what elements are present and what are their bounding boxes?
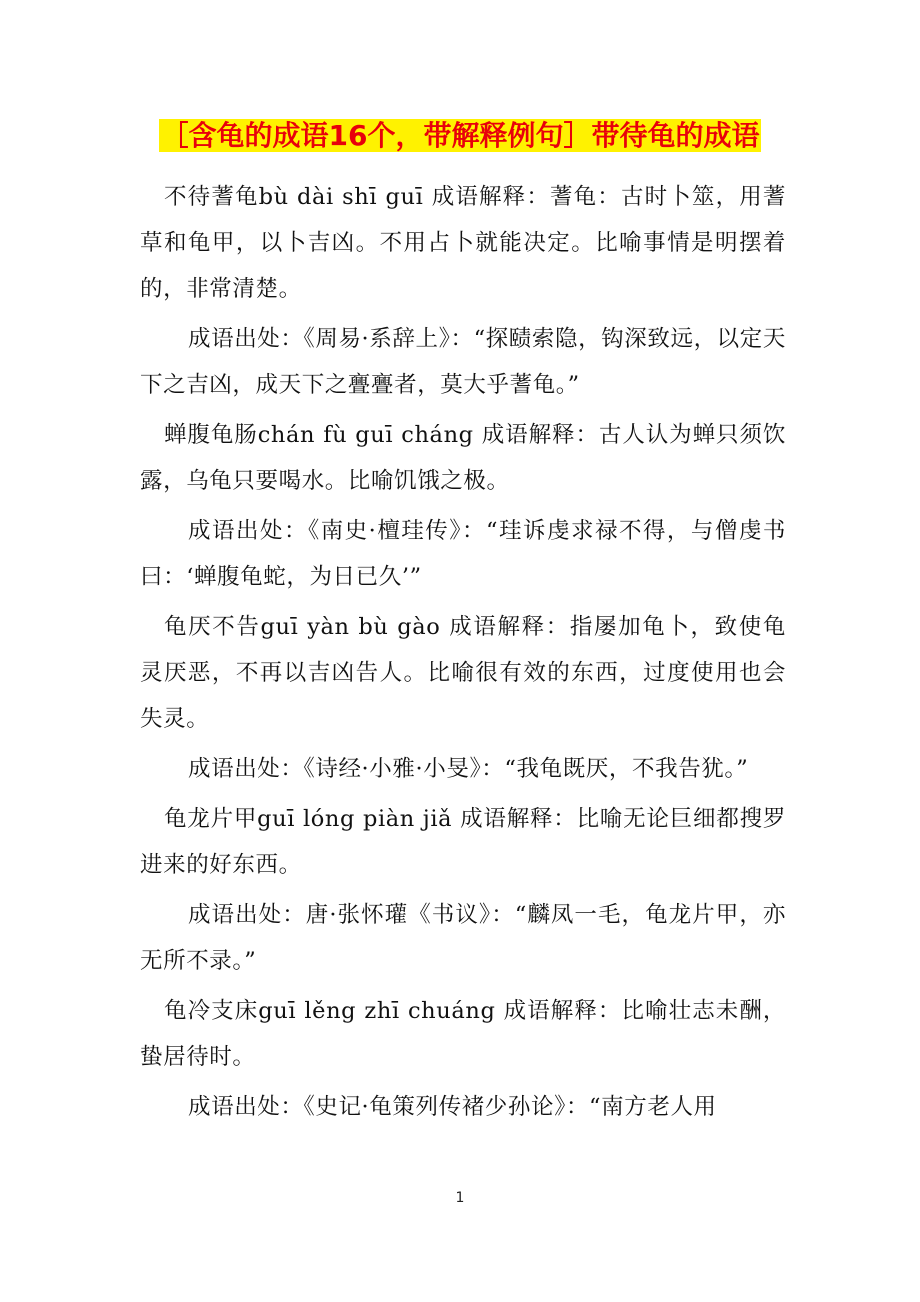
idiom-source-buda-shigui: 成语出处：《周易·系辞上》：“探赜索隐，钩深致远，以定天下之吉凶，成天下之亹亹者，莫大乎蓍龟。” (140, 326, 786, 398)
idiom-source-guilong-pianjia: 成语出处：唐·张怀瓘《书议》：“麟凤一毛，龟龙片甲，亦无所不录。” (140, 902, 786, 974)
idiom-entry-chanfu-guichang: 蝉腹龟肠chán fù guī cháng 成语解释：古人认为蝉只须饮露，乌龟只要喝水。比喻饥饿之极。 (140, 422, 786, 494)
document-title-text: ［含龟的成语16个，带解释例句］带待龟的成语 (160, 119, 760, 152)
idiom-source-guiyan-bugao: 成语出处：《诗经·小雅·小旻》：“我龟既厌，不我告犹。” (188, 756, 749, 782)
idiom-entry-guiyan-bugao: 龟厌不告guī yàn bù gào 成语解释：指屡加龟卜，致使龟灵厌恶，不再以吉凶告人。比喻很有效的东西，过度使用也会失灵。 (140, 614, 786, 732)
idiom-entry-buda-shigui: 不待蓍龟bù dài shī guī 成语解释：蓍龟：古时卜筮，用蓍草和龟甲，以卜吉凶。不用占卜就能决定。比喻事情是明摆着的，非常清楚。 (140, 184, 786, 302)
document-body (140, 174, 786, 1134)
idiom-entry-guilong-pianjia: 龟龙片甲guī lóng piàn jiǎ 成语解释：比喻无论巨细都搜罗进来的好东西。 (140, 806, 786, 878)
document-title (0, 116, 920, 156)
page-number: 1 (455, 1190, 465, 1206)
idiom-entry-guileng-zhichuang: 龟冷支床guī lěng zhī chuáng 成语解释：比喻壮志未酬，蛰居待时。 (140, 998, 786, 1070)
idiom-source-guileng-zhichuang: 成语出处：《史记·龟策列传褚少孙论》：“南方老人用 (188, 1094, 717, 1120)
idiom-source-chanfu-guichang: 成语出处：《南史·檀珪传》：“珪诉虔求禄不得，与僧虔书曰：‘蝉腹龟蛇，为日已久’” (140, 518, 786, 590)
